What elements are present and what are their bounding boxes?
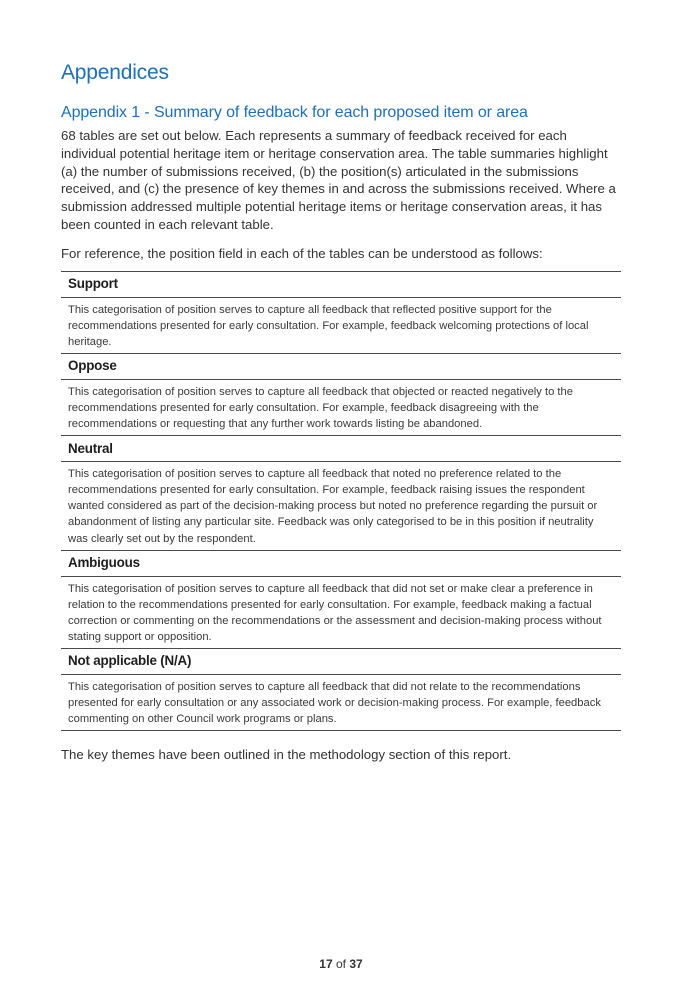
- position-label: Oppose: [61, 353, 621, 379]
- position-description-row: [61, 297, 621, 353]
- page-number: [0, 957, 682, 971]
- page-current: 17: [319, 957, 333, 971]
- position-description: This categorisation of position serves to capture all feedback that noted no preference related to the recommendations presented for early consultation. For example, feedback raising issues the respondent wanted considered as part of the decision-making process but noted no preference regarding the pursuit or abandonment of listing any particular site. Feedback was only categorised to be in this position if neutrality was clearly set out by the respondent.: [68, 468, 598, 545]
- closing-paragraph: The key themes have been outlined in the methodology section of this report.: [61, 747, 512, 763]
- position-label: Ambiguous: [61, 550, 621, 576]
- position-row-support: [61, 271, 621, 297]
- position-description: This categorisation of position serves to capture all feedback that did not set or make clear a preference in relation to the recommendations presented for early consultation. For example, feedback making a factual correction or commenting on the recommendations or the assessment and decision-making process without stating support or opposition.: [68, 582, 602, 643]
- intro-paragraph: 68 tables are set out below. Each represents a summary of feedback received for each individual potential heritage item or heritage conservation area. The table summaries highlight (a) the number of submissions received, (b) the position(s) articulated in the submissions received, and (c) the presence of key themes in and across the submissions received. Where a submission addressed multiple potential heritage items or heritage conservation areas, it has been counted in each relevant table.: [61, 128, 616, 232]
- position-description: This categorisation of position serves to capture all feedback that objected or reacted negatively to the recommendations presented for early consultation. For example, feedback disagreeing with the recommendations or requesting that any further work towards listing be abandoned.: [68, 385, 573, 431]
- position-row-not-applicable: [61, 648, 621, 674]
- document-page: [61, 58, 621, 764]
- position-description: This categorisation of position serves to capture all feedback that did not relate to the recommendations presented for early consultation or any associated work or decision-making process. For example, feedback commenting on other Council work programs or plans.: [61, 674, 621, 730]
- position-definitions-table: [61, 271, 621, 732]
- position-label: Neutral: [61, 436, 621, 462]
- position-description: This categorisation of position serves to capture all feedback that reflected positive support for the recommendations presented for early consultation. For example, feedback welcoming protections of local heritage.: [68, 303, 589, 348]
- position-description-row: [61, 379, 621, 435]
- reference-paragraph: For reference, the position field in each of the tables can be understood as follows:: [61, 245, 543, 261]
- page-title: Appendices: [61, 61, 169, 84]
- position-label: Not applicable (N/A): [61, 648, 621, 674]
- position-description-row: [61, 674, 621, 730]
- appendix-title: Appendix 1 - Summary of feedback for each proposed item or area: [61, 104, 528, 121]
- position-label: Support: [61, 271, 621, 297]
- position-description-row: [61, 462, 621, 550]
- page-total: 37: [349, 957, 363, 971]
- page-separator: of: [335, 957, 346, 971]
- position-row-oppose: [61, 353, 621, 379]
- position-row-neutral: [61, 436, 621, 462]
- position-row-ambiguous: [61, 550, 621, 576]
- position-description-row: [61, 576, 621, 648]
